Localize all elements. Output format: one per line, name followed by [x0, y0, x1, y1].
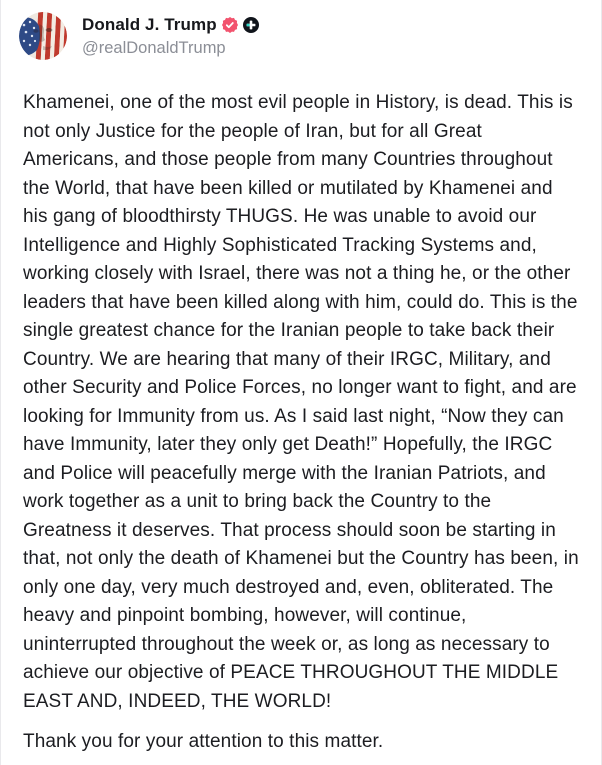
verified-badge-icon	[222, 17, 238, 33]
user-handle[interactable]: @realDonaldTrump	[82, 39, 226, 57]
name-row	[82, 15, 259, 35]
post-paragraph-main: Khamenei, one of the most evil people in History, is dead. This is not only Justice for the people of Iran, but for all Great Americans, and those people from many Countries throughout the World, that have been killed or mutilated by Khamenei and his gang of bloodthirsty THUGS. He was unable to avoid our Intelligence and Highly Sophisticated Tracking Systems and, working closely with Israel, there was not a thing he, or the other leaders that have been killed along with him, could do. This is the single greatest chance for the Iranian people to take back their Country. We are hearing that many of their IRGC, Military, and other Security and Police Forces, no longer want to fight, and are looking for Immunity from us. As I said last night, “Now they can have Immunity, later they only get Death!” Hopefully, the IRGC and Police will peacefully merge with the Iranian Patriots, and work together as a unit to bring back the Country to the Greatness it deserves. That process should soon be starting in that, not only the death of Khamenei but the Country has been, in only one day, very much destroyed and, even, obliterated. The heavy and pinpoint bombing, however, will continue, uninterrupted throughout the week or, as long as necessary to achieve our objective of PEACE THROUGHOUT THE MIDDLE EAST AND, INDEED, THE WORLD!	[23, 92, 579, 712]
post-paragraph-closing: Thank you for your attention to this matter.	[23, 731, 384, 752]
post-body	[1, 60, 601, 757]
post-header	[1, 0, 601, 60]
identity-block	[82, 12, 259, 58]
plus-badge-icon	[243, 17, 259, 33]
display-name[interactable]: Donald J. Trump	[82, 15, 217, 34]
avatar[interactable]	[19, 12, 67, 60]
flag-face-avatar-image	[19, 12, 67, 60]
